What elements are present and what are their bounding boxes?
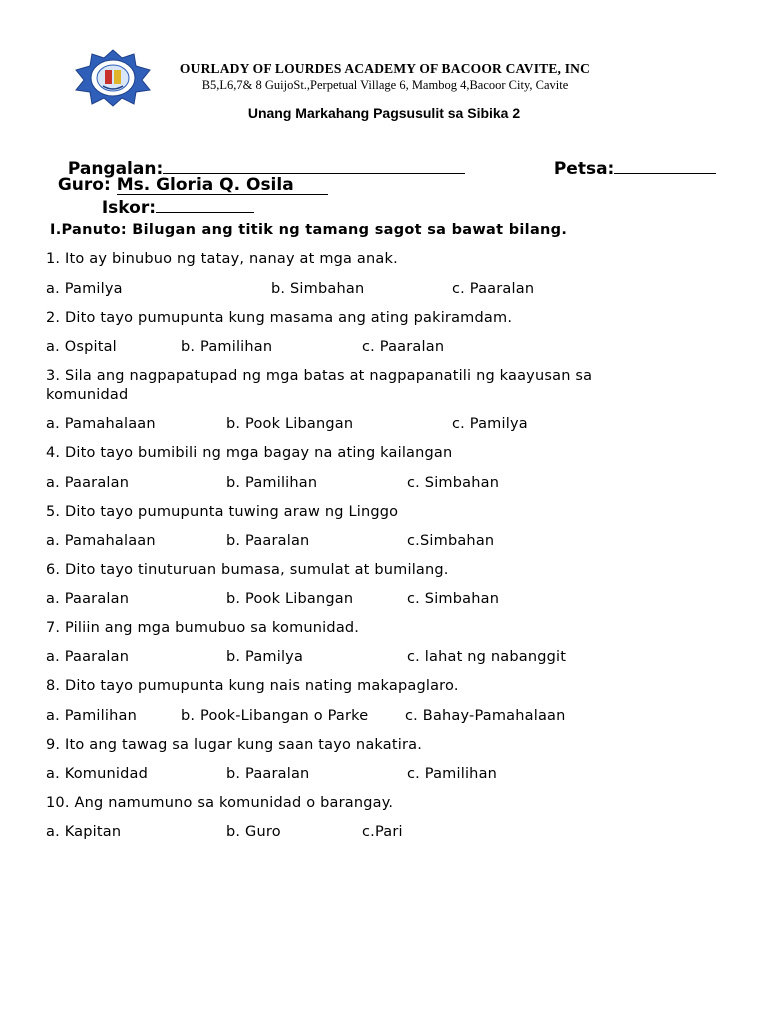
question-1: 1. Ito ay binubuo ng tatay, nanay at mga anak. bbox=[46, 251, 398, 267]
question-8: 8. Dito tayo pumupunta kung nais nating makapaglaro. bbox=[46, 678, 459, 694]
q5-option-a[interactable]: a. Pamahalaan bbox=[46, 533, 156, 549]
name-label: Pangalan: bbox=[67, 159, 164, 179]
q9-option-a[interactable]: a. Komunidad bbox=[46, 766, 148, 782]
score-label: Iskor: bbox=[101, 198, 156, 218]
question-7: 7. Piliin ang mga bumubuo sa komunidad. bbox=[46, 620, 360, 636]
q4-option-c[interactable]: c. Simbahan bbox=[407, 475, 500, 491]
q7-option-c[interactable]: c. lahat ng nabanggit bbox=[407, 649, 567, 665]
school-logo bbox=[72, 48, 154, 108]
q8-option-b[interactable]: b. Pook-Libangan o Parke bbox=[181, 708, 369, 724]
q10-option-c[interactable]: c.Pari bbox=[362, 824, 403, 840]
date-field bbox=[542, 136, 716, 179]
date-blank[interactable] bbox=[614, 156, 716, 174]
q8-option-c[interactable]: c. Bahay-Pamahalaan bbox=[405, 708, 566, 724]
q1-option-b[interactable]: b. Simbahan bbox=[271, 281, 365, 297]
q7-option-a[interactable]: a. Paaralan bbox=[46, 649, 130, 665]
instructions: I.Panuto: Bilugan ang titik ng tamang sagot sa bawat bilang. bbox=[50, 222, 568, 238]
q5-option-c[interactable]: c.Simbahan bbox=[407, 533, 495, 549]
school-address: B5,L6,7& 8 GuijoSt.,Perpetual Village 6, Mambog 4,Bacoor City, Cavite bbox=[201, 78, 569, 92]
teacher-name: Ms. Gloria Q. Osila bbox=[117, 177, 328, 195]
q3-option-c[interactable]: c. Pamilya bbox=[452, 416, 528, 432]
q1-option-c[interactable]: c. Paaralan bbox=[452, 281, 535, 297]
q1-option-a[interactable]: a. Pamilya bbox=[46, 281, 123, 297]
q2-option-b[interactable]: b. Pamilihan bbox=[181, 339, 273, 355]
q3-option-b[interactable]: b. Pook Libangan bbox=[226, 416, 354, 432]
q6-option-c[interactable]: c. Simbahan bbox=[407, 591, 500, 607]
q6-option-b[interactable]: b. Pook Libangan bbox=[226, 591, 354, 607]
q4-option-a[interactable]: a. Paaralan bbox=[46, 475, 130, 491]
q7-option-b[interactable]: b. Pamilya bbox=[226, 649, 304, 665]
q9-option-b[interactable]: b. Paaralan bbox=[226, 766, 310, 782]
q4-option-b[interactable]: b. Pamilihan bbox=[226, 475, 318, 491]
q6-option-a[interactable]: a. Paaralan bbox=[46, 591, 130, 607]
school-name: OURLADY OF LOURDES ACADEMY OF BACOOR CAVITE, INC bbox=[179, 61, 591, 76]
q2-option-c[interactable]: c. Paaralan bbox=[362, 339, 445, 355]
q10-option-b[interactable]: b. Guro bbox=[226, 824, 281, 840]
question-9: 9. Ito ang tawag sa lugar kung saan tayo nakatira. bbox=[46, 737, 423, 753]
q9-option-c[interactable]: c. Pamilihan bbox=[407, 766, 498, 782]
q5-option-b[interactable]: b. Paaralan bbox=[226, 533, 310, 549]
question-4: 4. Dito tayo bumibili ng mga bagay na ating kailangan bbox=[46, 445, 453, 461]
question-3: 3. Sila ang nagpapatupad ng mga batas at nagpapanatili ng kaayusan sa bbox=[46, 368, 593, 384]
question-5: 5. Dito tayo pumupunta tuwing araw ng Linggo bbox=[46, 504, 399, 520]
q2-option-a[interactable]: a. Ospital bbox=[46, 339, 117, 355]
question-2: 2. Dito tayo pumupunta kung masama ang ating pakiramdam. bbox=[46, 310, 513, 326]
exam-title: Unang Markahang Pagsusulit sa Sibika 2 bbox=[247, 105, 521, 121]
date-label: Petsa: bbox=[553, 159, 615, 179]
q10-option-a[interactable]: a. Kapitan bbox=[46, 824, 122, 840]
q3-option-a[interactable]: a. Pamahalaan bbox=[46, 416, 156, 432]
question-6: 6. Dito tayo tinuturuan bumasa, sumulat at bumilang. bbox=[46, 562, 449, 578]
question-3-cont: komunidad bbox=[46, 387, 129, 403]
teacher-label: Guro: bbox=[57, 175, 111, 195]
question-10: 10. Ang namumuno sa komunidad o barangay. bbox=[46, 795, 394, 811]
score-field bbox=[90, 175, 254, 218]
q8-option-a[interactable]: a. Pamilihan bbox=[46, 708, 137, 724]
score-blank[interactable] bbox=[156, 195, 254, 213]
